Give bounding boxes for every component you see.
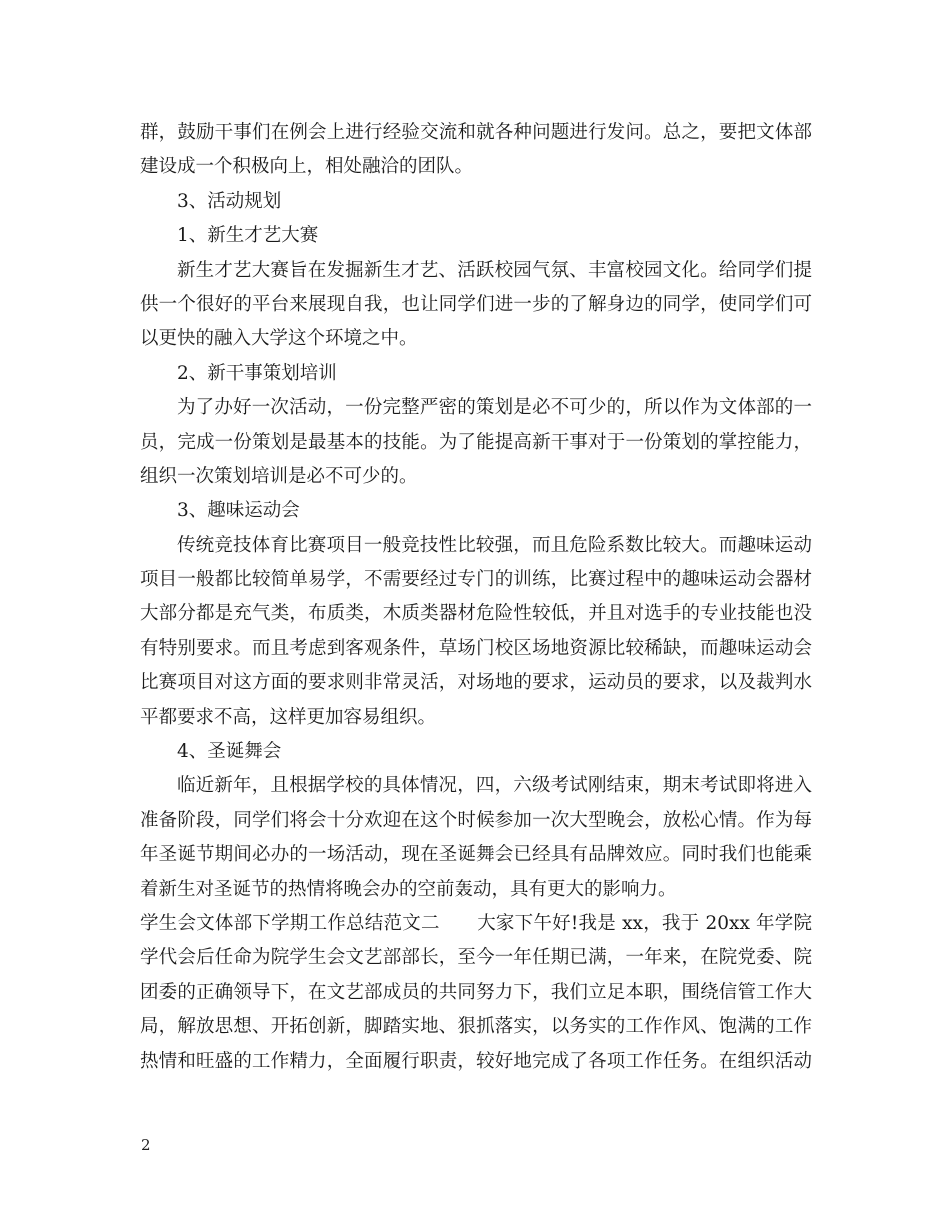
document-body [140, 116, 812, 1079]
paragraph-line: 平都要求不高，这样更加容易组织。 [140, 706, 437, 728]
paragraph-line: 热情和旺盛的工作精力，全面履行职责，较好地完成了各项工作任务。在组织活动 [140, 1050, 812, 1072]
paragraph-line: 局，解放思想、开拓创新，脚踏实地、狠抓落实，以务实的工作作风、饱满的工作 [140, 1016, 812, 1038]
subsection-heading: 3、趣味运动会 [177, 500, 300, 522]
paragraph-line: 比赛项目对这方面的要求则非常灵活，对场地的要求，运动员的要求，以及裁判水 [140, 672, 812, 694]
paragraph-line: 员，完成一份策划是最基本的技能。为了能提高新干事对于一份策划的掌控能力， [140, 431, 812, 453]
subsection-heading: 4、圣诞舞会 [177, 741, 282, 763]
paragraph-line: 项目一般都比较简单易学，不需要经过专门的训练，比赛过程中的趣味运动会器材 [140, 569, 812, 591]
paragraph-line: 以更快的融入大学这个环境之中。 [140, 328, 418, 350]
subsection-heading: 1、新生才艺大赛 [177, 225, 319, 247]
paragraph-line: 临近新年，且根据学校的具体情况，四，六级考试刚结束，期末考试即将进入 [177, 775, 812, 797]
paragraph-line: 有特别要求。而且考虑到客观条件，草场门校区场地资源比较稀缺，而趣味运动会 [140, 637, 812, 659]
paragraph-line: 着新生对圣诞节的热情将晚会办的空前轰动，具有更大的影响力。 [140, 878, 677, 900]
paragraph-line: 团委的正确领导下，在文艺部成员的共同努力下，我们立足本职，围绕信管工作大 [140, 981, 812, 1003]
paragraph-line: 供一个很好的平台来展现自我，也让同学们进一步的了解身边的同学，使同学们可 [140, 293, 812, 315]
paragraph-line: 组织一次策划培训是必不可少的。 [140, 465, 418, 487]
paragraph-line: 群，鼓励干事们在例会上进行经验交流和就各种问题进行发问。总之，要把文体部 [140, 122, 812, 143]
paragraph-line: 为了办好一次活动，一份完整严密的策划是必不可少的，所以作为文体部的一 [177, 397, 812, 419]
paragraph-line: 大部分都是充气类，布质类，木质类器材危险性较低，并且对选手的专业技能也没 [140, 603, 812, 625]
paragraph-line: 建设成一个积极向上，相处融洽的团队。 [140, 156, 474, 178]
subsection-heading: 2、新干事策划培训 [177, 362, 337, 384]
paragraph-line: 学代会后任命为院学生会文艺部部长，至今一年任期已满，一年来，在院党委、院 [140, 947, 812, 969]
page-number: 2 [141, 1136, 151, 1154]
paragraph-line: 学生会文体部下学期工作总结范文二 大家下午好!我是 xx，我于 20xx 年学院 [140, 912, 812, 934]
paragraph-line: 准备阶段，同学们将会十分欢迎在这个时候参加一次大型晚会，放松心情。作为每 [140, 809, 812, 831]
paragraph-line: 年圣诞节期间必办的一场活动，现在圣诞舞会已经具有品牌效应。同时我们也能乘 [140, 844, 812, 866]
section-heading: 3、活动规划 [177, 190, 282, 212]
paragraph-line: 新生才艺大赛旨在发掘新生才艺、活跃校园气氛、丰富校园文化。给同学们提 [177, 259, 812, 281]
paragraph-line: 传统竞技体育比赛项目一般竞技性比较强，而且危险系数比较大。而趣味运动 [177, 534, 812, 556]
